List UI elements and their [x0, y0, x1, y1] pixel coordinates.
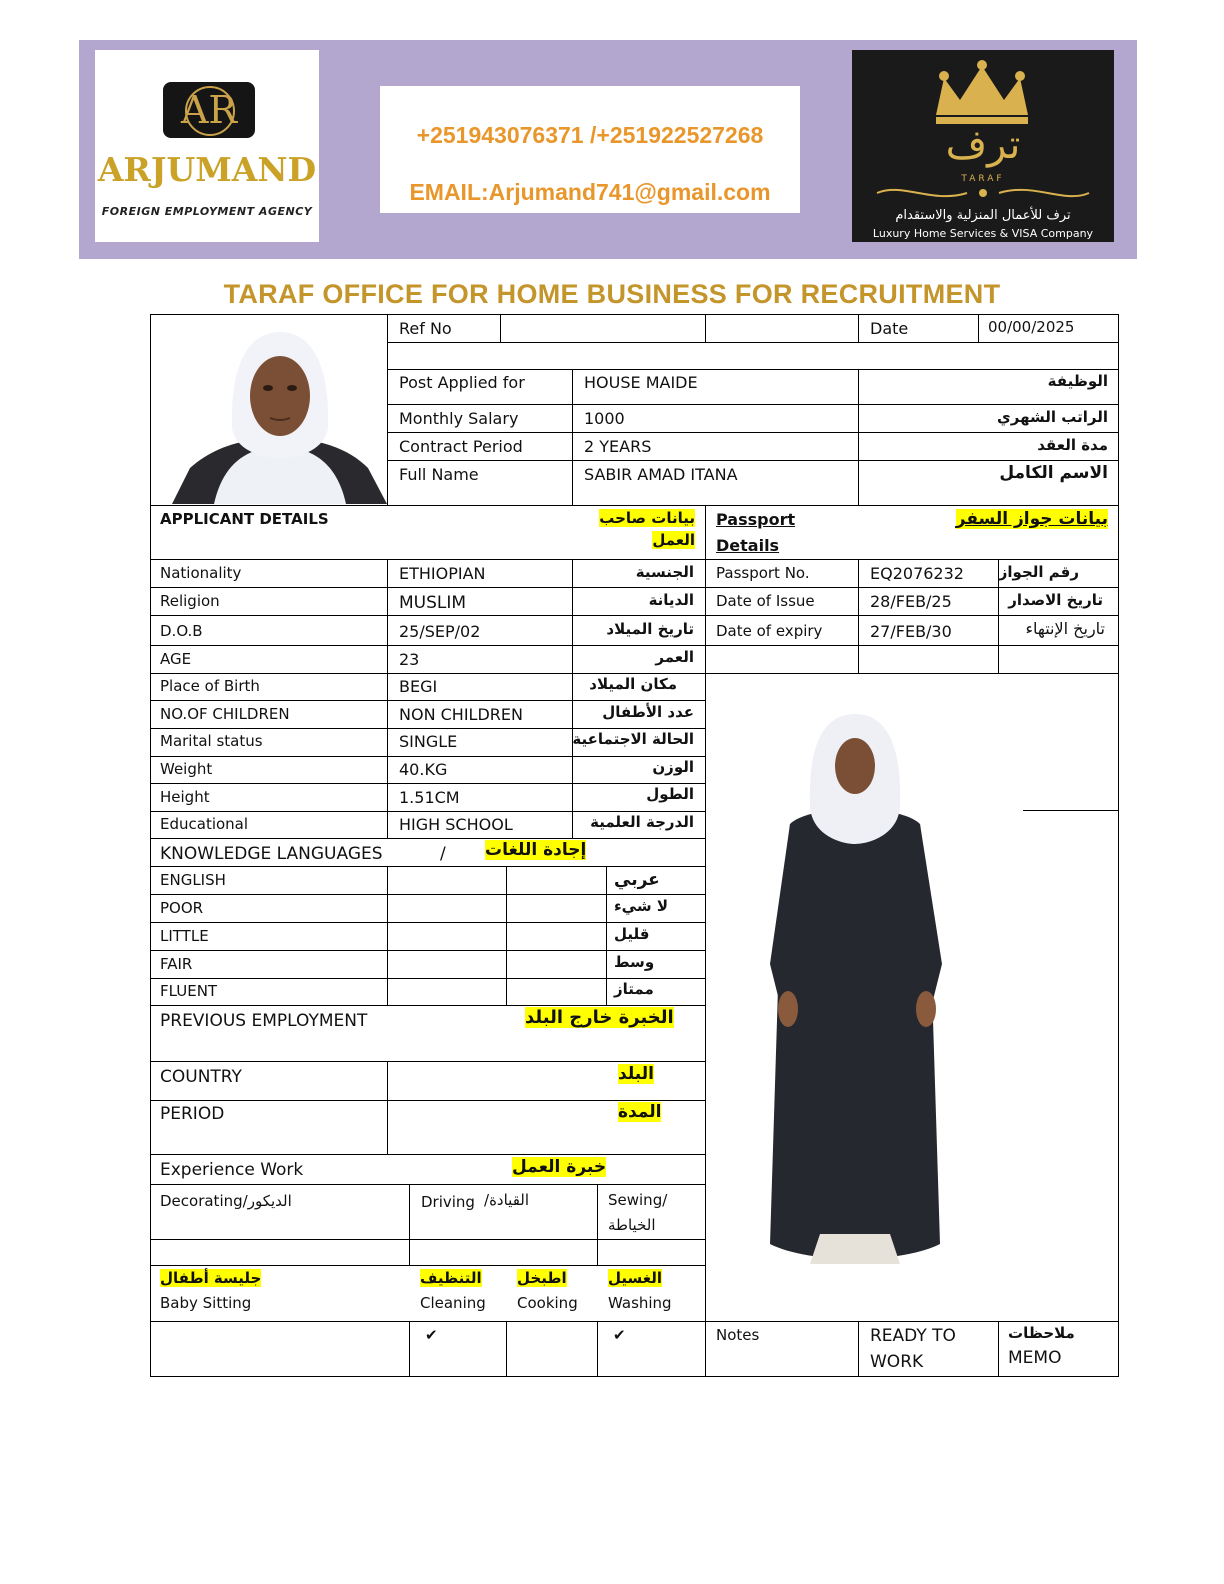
- ref-no-label: Ref No: [399, 319, 452, 338]
- period-label: PERIOD: [160, 1104, 225, 1124]
- decorating-label: Decorating/الديكور: [160, 1192, 292, 1210]
- email-address: EMAIL:Arjumand741@gmail.com: [409, 179, 771, 205]
- cleaning-arabic: التنظيف: [420, 1269, 482, 1287]
- taraf-arabic-wordmark: ترف: [945, 122, 1021, 168]
- contract-period-value: 2 YEARS: [584, 437, 652, 456]
- applicant-details-arabic: بيانات صاحب العمل: [599, 509, 695, 549]
- country-label: COUNTRY: [160, 1067, 242, 1087]
- religion-arabic: الديانة: [648, 591, 694, 609]
- height-value: 1.51CM: [399, 788, 460, 807]
- notes-value-line1: READY TO: [870, 1326, 956, 1346]
- children-arabic: عدد الأطفال: [602, 703, 694, 721]
- date-value: 00/00/2025: [988, 318, 1075, 336]
- cooking-arabic: اطبخل: [517, 1269, 567, 1287]
- passport-heading-line1: Passport: [716, 510, 796, 529]
- level-fair-arabic: وسط: [614, 953, 655, 971]
- arjumand-logo: [95, 50, 319, 242]
- ar-logo-mark: AR: [163, 82, 255, 138]
- contract-period-label: Contract Period: [399, 437, 523, 456]
- languages-arabic: إجادة اللغات: [485, 840, 587, 860]
- language-english-label: ENGLISH: [160, 871, 226, 889]
- applicant-headshot-photo: [172, 318, 387, 504]
- date-of-expiry-value: 27/FEB/30: [870, 622, 952, 641]
- applicant-full-body-photo: [750, 704, 960, 1284]
- experience-arabic: خبرة العمل: [512, 1157, 607, 1177]
- level-fair-label: FAIR: [160, 955, 193, 973]
- passport-no-value: EQ2076232: [870, 564, 964, 583]
- post-applied-arabic: الوظيفة: [1047, 372, 1108, 390]
- level-poor-arabic: لا شيء: [614, 897, 668, 915]
- marital-status-label: Marital status: [160, 732, 263, 750]
- contract-period-arabic: مدة العقد: [1037, 436, 1108, 454]
- page-title: TARAF OFFICE FOR HOME BUSINESS FOR RECRUITMENT: [223, 279, 1001, 309]
- date-of-issue-value: 28/FEB/25: [870, 592, 952, 611]
- experience-heading: Experience Work: [160, 1160, 304, 1180]
- applicant-details-heading: APPLICANT DETAILS: [160, 510, 329, 528]
- washing-label: Washing: [608, 1294, 672, 1312]
- date-of-issue-label: Date of Issue: [716, 592, 815, 610]
- level-poor-label: POOR: [160, 899, 204, 917]
- language-arabic-label: عربي: [614, 870, 660, 890]
- agency-subtitle: FOREIGN EMPLOYMENT AGENCY: [101, 205, 313, 218]
- taraf-tagline-arabic: ترف للأعمال المنزلية والاستقدام: [895, 208, 1071, 223]
- level-fluent-label: FLUENT: [160, 982, 218, 1000]
- education-arabic: الدرجة العلمية: [590, 813, 694, 831]
- notes-value-line2: WORK: [870, 1352, 924, 1372]
- crown-icon: [926, 60, 1038, 130]
- ornament-icon: [872, 182, 1094, 204]
- full-name-value: SABIR AMAD ITANA: [584, 465, 738, 484]
- age-label: AGE: [160, 650, 192, 668]
- weight-arabic: الوزن: [652, 758, 694, 776]
- driving-label: Driving: [421, 1193, 475, 1211]
- taraf-english-wordmark: TARAF: [961, 174, 1005, 184]
- passport-heading-arabic: بيانات جواز السفر: [955, 509, 1108, 529]
- full-name-arabic: الاسم الكامل: [999, 463, 1108, 483]
- level-little-label: LITTLE: [160, 927, 209, 945]
- children-value: NON CHILDREN: [399, 705, 523, 724]
- monthly-salary-label: Monthly Salary: [399, 409, 519, 428]
- place-of-birth-arabic: مكان الميلاد: [589, 675, 677, 693]
- religion-label: Religion: [160, 592, 220, 610]
- date-of-expiry-label: Date of expiry: [716, 622, 823, 640]
- baby-sitting-arabic: جليسة أطفال: [160, 1269, 262, 1287]
- notes-arabic: ملاحظات: [1008, 1324, 1075, 1342]
- notes-label: Notes: [716, 1326, 760, 1344]
- passport-heading-line2: Details: [716, 536, 780, 555]
- memo-label: MEMO: [1008, 1348, 1062, 1368]
- dob-label: D.O.B: [160, 622, 203, 640]
- header-banner: [79, 40, 1137, 259]
- sewing-label: Sewing/: [608, 1191, 668, 1209]
- date-of-expiry-arabic: تاريخ الإنتهاء: [1025, 619, 1105, 638]
- cooking-label: Cooking: [517, 1294, 578, 1312]
- children-label: NO.OF CHILDREN: [160, 705, 290, 723]
- post-applied-label: Post Applied for: [399, 373, 525, 392]
- marital-status-arabic: الحالة الاجتماعية: [572, 730, 694, 748]
- nationality-label: Nationality: [160, 564, 242, 582]
- languages-heading: KNOWLEDGE LANGUAGES: [160, 844, 383, 864]
- languages-slash: /: [440, 844, 446, 864]
- dob-arabic: تاريخ الميلاد: [606, 620, 694, 638]
- country-field[interactable]: [390, 1066, 600, 1096]
- period-field[interactable]: [390, 1104, 600, 1150]
- height-arabic: الطول: [646, 785, 694, 803]
- application-form: [150, 314, 1119, 1377]
- country-arabic: البلد: [618, 1064, 654, 1084]
- post-applied-value: HOUSE MAIDE: [584, 373, 698, 392]
- monthly-salary-arabic: الراتب الشهري: [997, 408, 1108, 426]
- weight-value: 40.KG: [399, 760, 448, 779]
- age-arabic: العمر: [655, 648, 694, 666]
- marital-status-value: SINGLE: [399, 732, 458, 751]
- monthly-salary-value: 1000: [584, 409, 625, 428]
- level-fluent-arabic: ممتاز: [614, 980, 654, 998]
- place-of-birth-value: BEGI: [399, 677, 438, 696]
- phone-numbers: +251943076371 /+251922527268: [416, 122, 764, 148]
- baby-sitting-label: Baby Sitting: [160, 1294, 252, 1312]
- cleaning-check-icon[interactable]: ✔: [425, 1326, 438, 1344]
- contact-box: [380, 86, 800, 213]
- washing-check-icon[interactable]: ✔: [613, 1326, 626, 1344]
- sewing-arabic: الخياطة: [608, 1216, 656, 1234]
- education-value: HIGH SCHOOL: [399, 815, 513, 834]
- date-of-issue-arabic: تاريخ الاصدار: [1008, 591, 1103, 609]
- dob-value: 25/SEP/02: [399, 622, 481, 641]
- nationality-arabic: الجنسية: [635, 563, 694, 581]
- nationality-value: ETHIOPIAN: [399, 564, 486, 583]
- passport-no-label: Passport No.: [716, 564, 810, 582]
- ref-no-field[interactable]: [501, 318, 705, 340]
- cleaning-label: Cleaning: [420, 1294, 486, 1312]
- taraf-tagline-english: Luxury Home Services & VISA Company: [872, 227, 1094, 240]
- place-of-birth-label: Place of Birth: [160, 677, 260, 695]
- age-value: 23: [399, 650, 420, 669]
- previous-employment-arabic: الخبرة خارج البلد: [525, 1007, 674, 1028]
- washing-arabic: الغسيل: [608, 1269, 663, 1287]
- height-label: Height: [160, 788, 210, 806]
- religion-value: MUSLIM: [399, 593, 467, 613]
- weight-label: Weight: [160, 760, 213, 778]
- taraf-logo: [852, 50, 1114, 242]
- agency-name: ARJUMAND: [97, 150, 317, 189]
- period-arabic: المدة: [618, 1102, 662, 1122]
- education-label: Educational: [160, 815, 249, 833]
- date-label: Date: [870, 319, 909, 338]
- passport-no-arabic: رقم الجواز: [998, 563, 1079, 581]
- level-little-arabic: قليل: [614, 925, 650, 943]
- full-name-label: Full Name: [399, 465, 479, 484]
- previous-employment-heading: PREVIOUS EMPLOYMENT: [160, 1011, 368, 1031]
- driving-arabic: /القيادة: [484, 1191, 530, 1209]
